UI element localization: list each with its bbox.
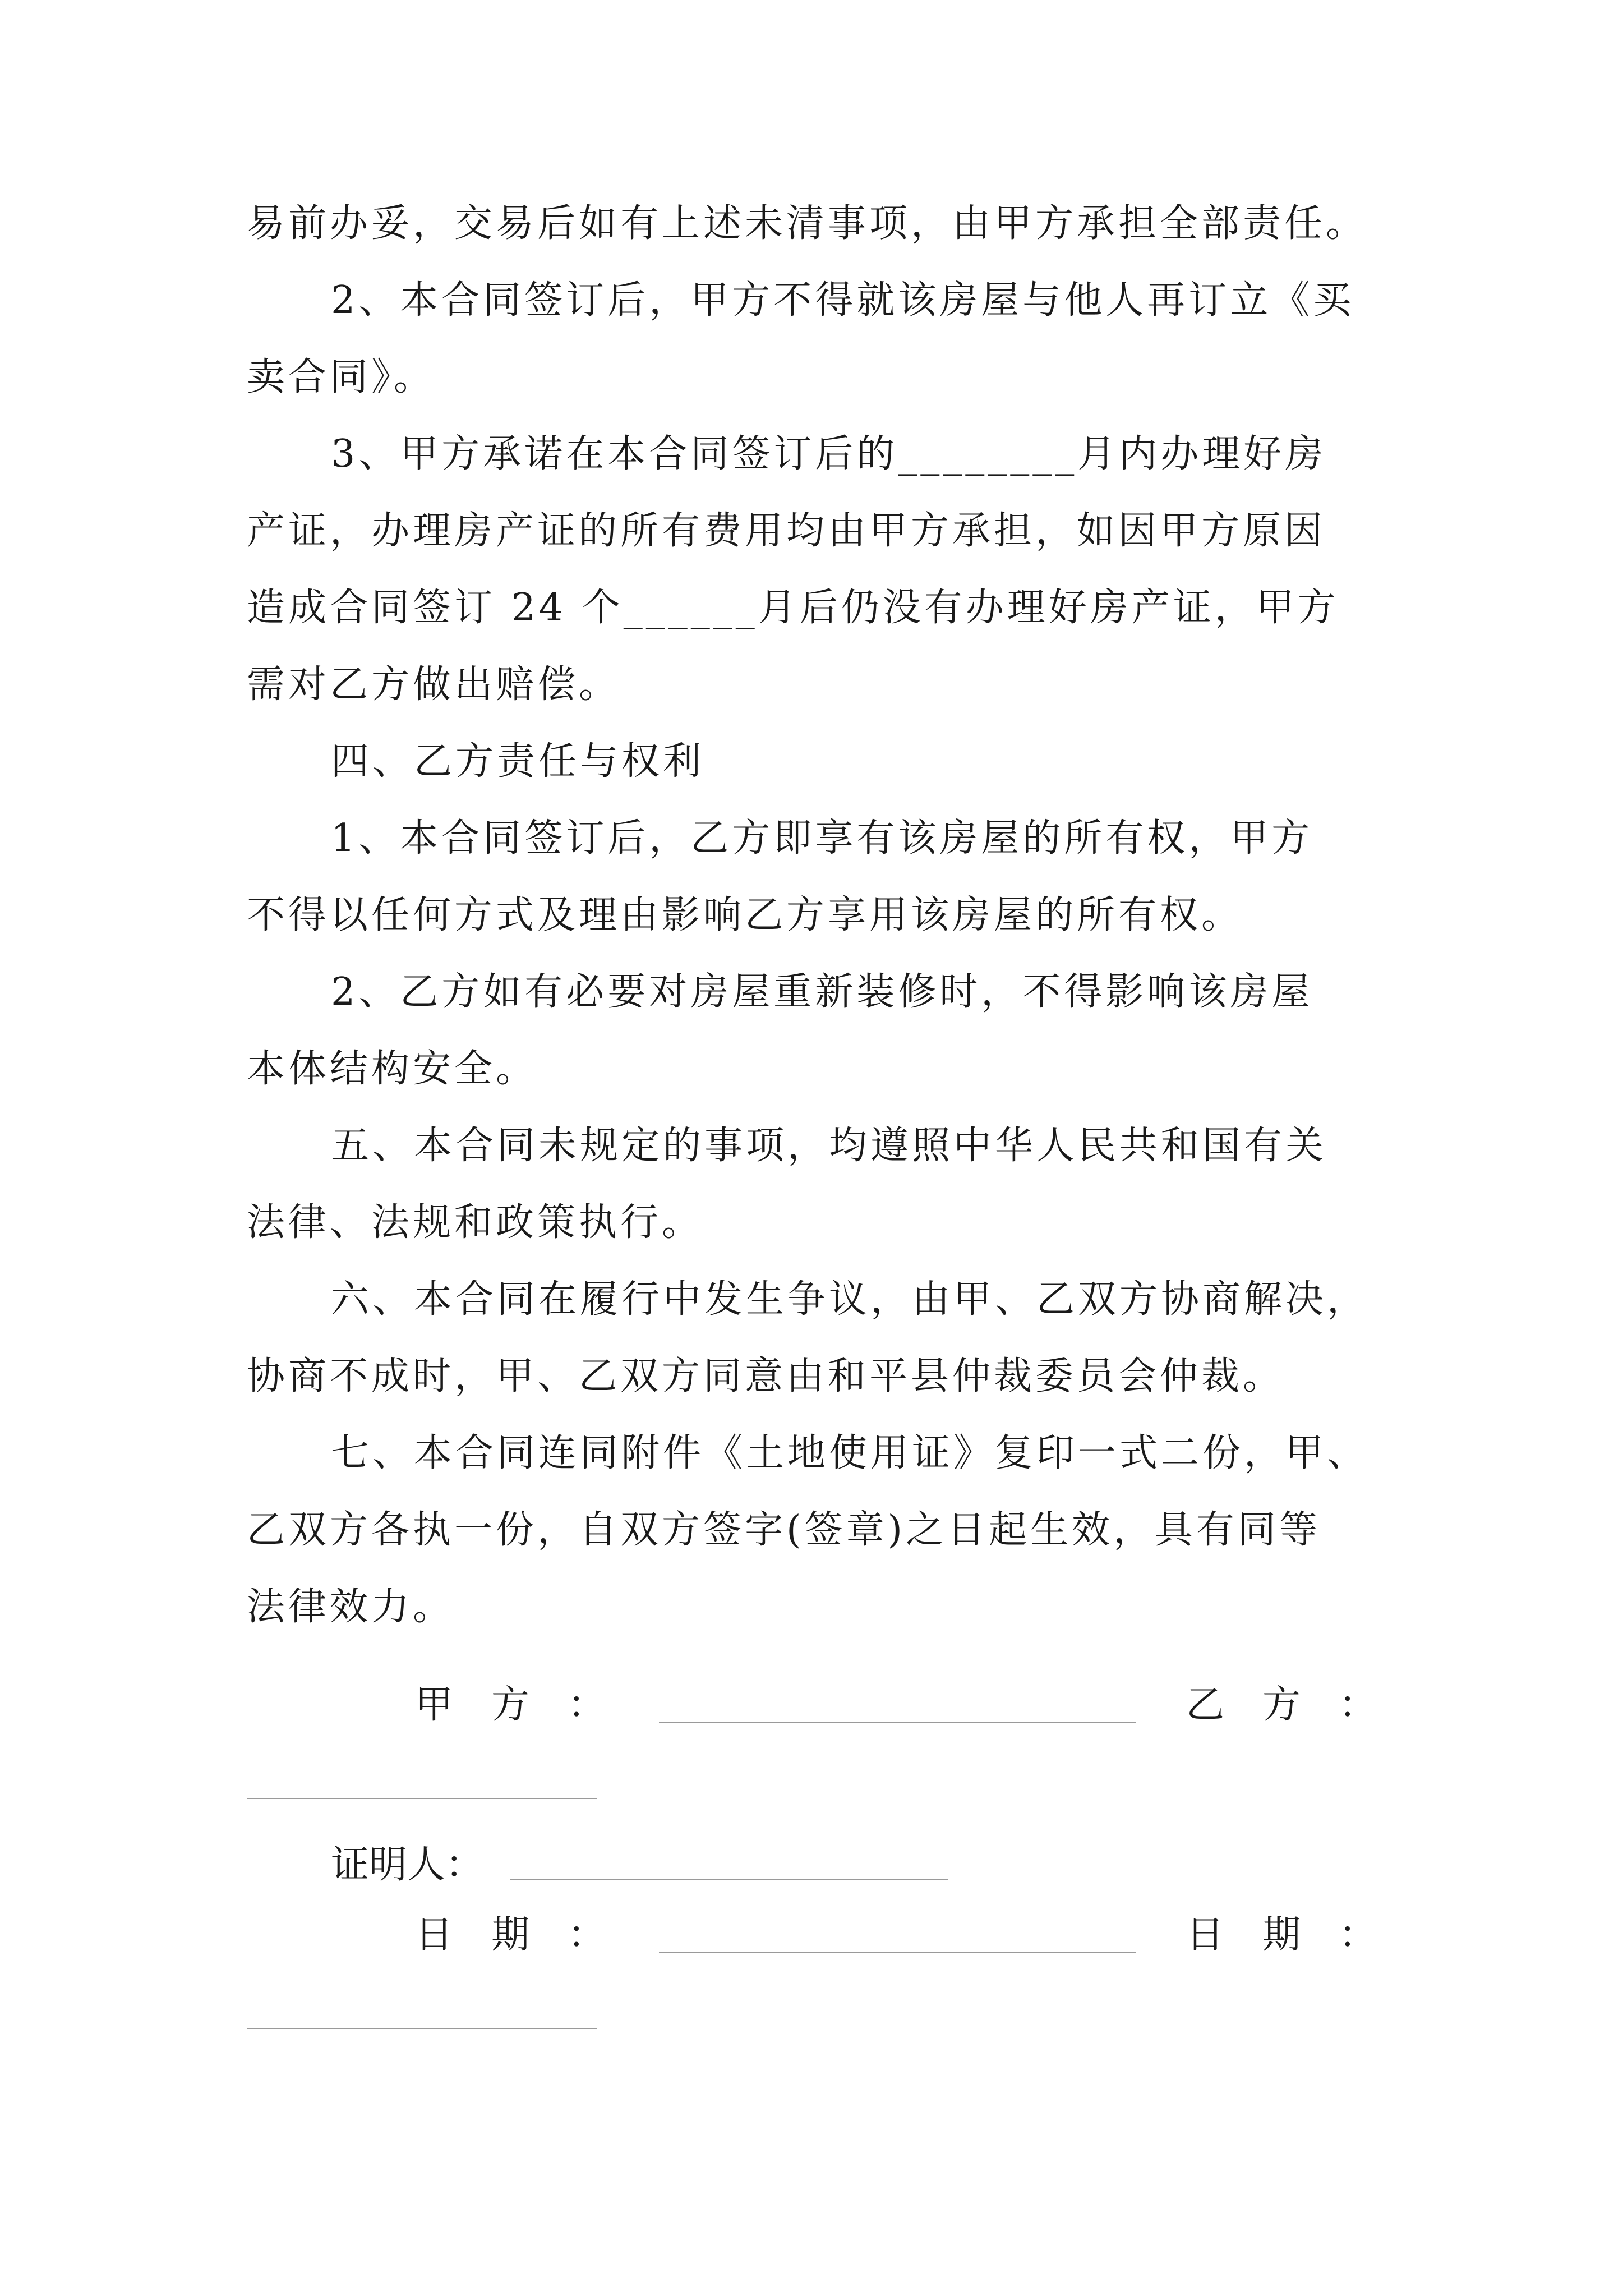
text-line: 七、本合同连同附件《土地使用证》复印一式二份，甲、 bbox=[331, 1431, 1369, 1475]
text-line: 卖合同》。 bbox=[247, 355, 436, 399]
text-line: 易前办妥，交易后如有上述未清事项，由甲方承担全部责任。 bbox=[247, 201, 1368, 246]
date-b-line bbox=[247, 2028, 597, 2029]
witness-signature-line bbox=[510, 1879, 948, 1880]
party-a-signature-line bbox=[659, 1722, 1136, 1723]
text-line: 需对乙方做出赔偿。 bbox=[247, 662, 621, 707]
text-line: 造成合同签订 24 个______月后仍没有办理好房产证，甲方 bbox=[247, 586, 1339, 630]
party-a-label: 甲 方 ： bbox=[415, 1683, 606, 1727]
text-line: 1、本合同签订后，乙方即享有该房屋的所有权，甲方 bbox=[331, 816, 1313, 861]
text-line: 3、甲方承诺在本合同签订后的________月内办理好房 bbox=[331, 432, 1327, 476]
text-line: 法律效力。 bbox=[247, 1585, 455, 1629]
date-b-label: 日 期 ： bbox=[1186, 1913, 1377, 1957]
text-line: 六、本合同在履行中发生争议，由甲、乙双方协商解决， bbox=[331, 1277, 1369, 1322]
party-b-label: 乙 方 ： bbox=[1186, 1683, 1377, 1727]
text-line: 法律、法规和政策执行。 bbox=[247, 1200, 704, 1245]
contract-body bbox=[247, 185, 1385, 1645]
text-line: 产证，办理房产证的所有费用均由甲方承担，如因甲方原因 bbox=[247, 509, 1326, 553]
party-b-signature-line bbox=[247, 1798, 597, 1799]
text-line: 五、本合同未规定的事项，均遵照中华人民共和国有关 bbox=[331, 1124, 1327, 1168]
text-line: 乙双方各执一份，自双方签字(签章)之日起生效，具有同等 bbox=[247, 1508, 1321, 1552]
text-line: 2、本合同签订后，甲方不得就该房屋与他人再订立《买 bbox=[331, 278, 1355, 323]
text-line: 协商不成时，甲、乙双方同意由和平县仲裁委员会仲裁。 bbox=[247, 1354, 1285, 1398]
witness-label: 证明人： bbox=[331, 1843, 484, 1887]
date-a-line bbox=[659, 1952, 1136, 1953]
section-heading: 四、乙方责任与权利 bbox=[331, 739, 705, 784]
text-line: 不得以任何方式及理由影响乙方享用该房屋的所有权。 bbox=[247, 893, 1243, 937]
text-line: 本体结构安全。 bbox=[247, 1047, 538, 1091]
date-a-label: 日 期 ： bbox=[415, 1913, 606, 1957]
text-line: 2、乙方如有必要对房屋重新装修时，不得影响该房屋 bbox=[331, 970, 1313, 1014]
